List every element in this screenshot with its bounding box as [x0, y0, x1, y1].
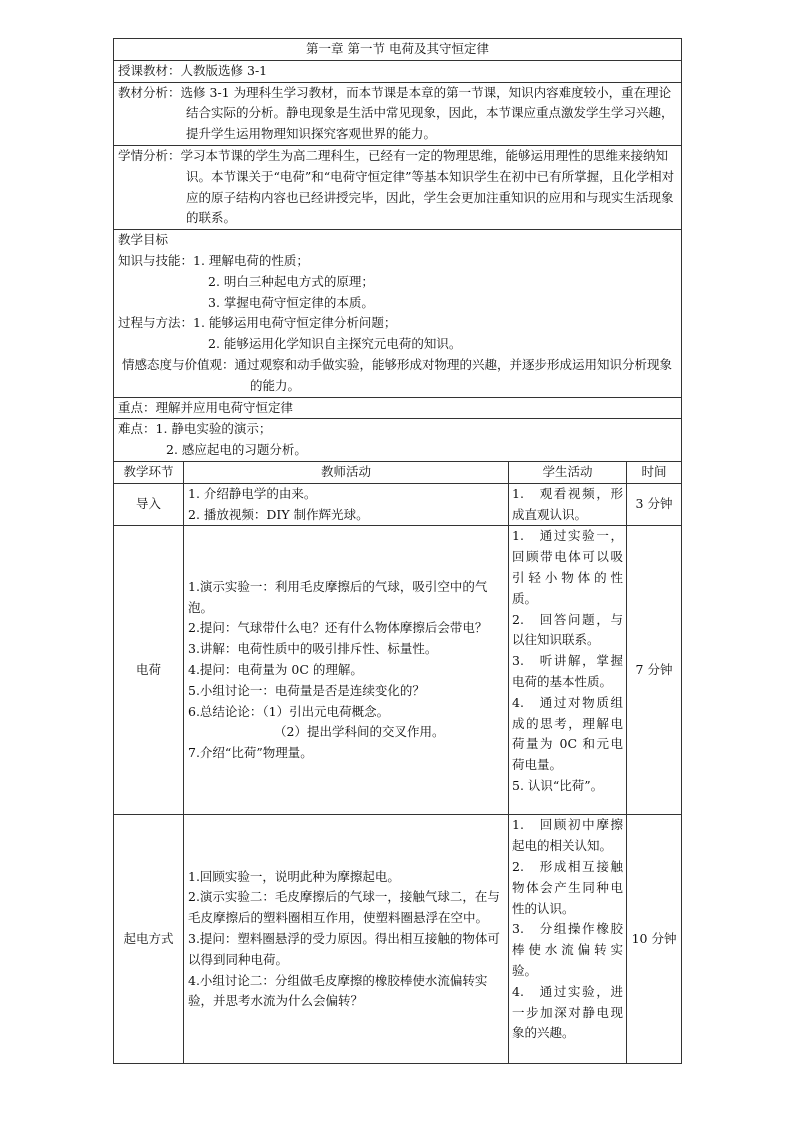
- knowledge-label: 知识与技能：: [118, 252, 194, 268]
- time-cell: 7 分钟: [627, 526, 682, 815]
- emotion-text: 通过观察和动手做实验，能够形成对物理的兴趣，并逐步形成运用知识分析现象的能力。: [234, 356, 673, 393]
- student-item: 4. 通过实验，进一步加深对静电现象的兴趣。: [512, 983, 623, 1041]
- knowledge-line-1: [118, 251, 677, 272]
- student-item: 3. 分组操作橡胶棒使水流偏转实验。: [512, 921, 623, 978]
- material-analysis-text: 选修 3-1 为理科生学习教材，而本节课是本章的第一节课，知识内容难度较小，重在理论结合实际的分析。静电现象是生活中常见现象，因此，本节课应重点激发学生学习兴趣，提升学生运用物理知识探究客观世界的能力。: [180, 84, 674, 142]
- student-item: 1. 通过实验一，回顾带电体可以吸引轻小物体的性质。: [512, 528, 623, 606]
- student-item: 4. 通过对物质组成的思考，理解电荷量为 0C 和元电荷电量。: [512, 694, 623, 773]
- knowledge-item: 2. 明白三种起电方式的原理；: [208, 273, 374, 289]
- header-student: 学生活动: [509, 461, 627, 483]
- stage-cell: 导入: [114, 483, 184, 526]
- objectives-block: [114, 230, 682, 397]
- emotion-label: 情感态度与价值观：: [122, 356, 235, 372]
- key-point: 重点：理解并应用电荷守恒定律: [114, 397, 682, 419]
- student-item: 1. 观看视频，形成直观认识。: [512, 485, 623, 522]
- header-teacher: 教师活动: [184, 461, 509, 483]
- stage-cell: 电荷: [114, 526, 184, 815]
- textbook-label: 授课教材：: [118, 62, 181, 78]
- teacher-cell: [184, 526, 509, 815]
- objectives-heading: 教学目标: [118, 232, 169, 248]
- table-row: [114, 526, 682, 815]
- student-item: 1. 回顾初中摩擦起电的相关认知。: [512, 817, 623, 854]
- student-cell: [509, 483, 627, 526]
- student-cell: [509, 526, 627, 815]
- teacher-item: 3.讲解：电荷性质中的吸引排斥性、标量性。: [188, 641, 438, 657]
- difficulty-item: 1. 静电实验的演示；: [155, 421, 272, 437]
- teacher-item: 7.介绍“比荷”物理量。: [188, 745, 313, 761]
- material-analysis-row: [114, 82, 682, 145]
- student-item: 2. 回答问题，与以往知识联系。: [512, 611, 623, 648]
- stage-cell: 起电方式: [114, 815, 184, 1064]
- teacher-item: 1. 介绍静电学的由来。: [188, 485, 317, 501]
- knowledge-item: 3. 掌握电荷守恒定律的本质。: [208, 294, 374, 310]
- student-item: 3. 听讲解，掌握电荷的基本性质。: [512, 653, 623, 689]
- emotion-line: [118, 355, 677, 397]
- teacher-item: 6.总结论论：（1）引出元电荷概念。: [188, 703, 390, 719]
- textbook-value: 人教版选修 3-1: [180, 62, 268, 78]
- process-item: 1. 能够运用电荷守恒定律分析问题；: [193, 315, 397, 331]
- student-analysis-text: 学习本节课的学生为高二理科生，已经有一定的物理思维，能够运用理性的思维来接纳知识。本节课关于“电荷”和“电荷守恒定律”等基本知识学生在初中已有所掌握，且化学相对应的原子结构内容也已经讲授完毕，因此，学生会更加注重知识的应用和与现实生活现象的联系。: [180, 147, 675, 226]
- teacher-item: 2.提问：气球带什么电？还有什么物体摩擦后会带电？: [188, 620, 488, 636]
- time-cell: 10 分钟: [627, 815, 682, 1064]
- lesson-plan: [113, 38, 681, 1064]
- header-time: 时间: [627, 461, 682, 483]
- difficulty-label: 难点：: [118, 421, 156, 437]
- process-item: 2. 能够运用化学知识自主探究元电荷的知识。: [208, 336, 462, 352]
- teacher-item: 5.小组讨论一：电荷量是否是连续变化的？: [188, 682, 425, 698]
- teacher-item: 1.演示实验一：利用毛皮摩擦后的气球，吸引空中的气泡。: [188, 578, 488, 615]
- header-stage: 教学环节: [114, 461, 184, 483]
- teacher-cell: [184, 815, 509, 1064]
- knowledge-item: 1. 理解电荷的性质；: [193, 252, 309, 268]
- table-row: [114, 815, 682, 1064]
- teacher-item: 2. 播放视频：DIY 制作辉光球。: [188, 506, 369, 522]
- difficulty-item: 2. 感应起电的习题分析。: [166, 442, 307, 458]
- lesson-plan-table: [113, 38, 682, 1064]
- difficulty-block: [114, 419, 682, 462]
- process-line-1: [118, 313, 677, 334]
- teacher-item: 3.提问：塑料圈悬浮的受力原因。得出相互接触的物体可以得到同种电荷。: [188, 930, 500, 967]
- student-item: 2. 形成相互接触物体会产生同种电性的认识。: [512, 858, 623, 916]
- process-label: 过程与方法：: [118, 315, 194, 331]
- teacher-item: 2.演示实验二：毛皮摩擦后的气球一，接触气球二，在与毛皮摩擦后的塑料圈相互作用，使塑料圈悬浮在空中。: [188, 889, 500, 926]
- textbook-row: [114, 60, 682, 82]
- teacher-item: 1.回顾实验一，说明此种为摩擦起电。: [188, 868, 400, 884]
- student-analysis-row: [114, 145, 682, 229]
- time-cell: 3 分钟: [627, 483, 682, 526]
- teacher-cell: [184, 483, 509, 526]
- student-cell: [509, 815, 627, 1064]
- difficulty-line-1: [118, 419, 677, 440]
- material-analysis-label: 教材分析：: [118, 84, 181, 100]
- student-analysis-label: 学情分析：: [118, 147, 181, 163]
- table-row: [114, 483, 682, 526]
- student-item: 5. 认识“比荷”。: [512, 777, 604, 793]
- teacher-item: 4.小组讨论二：分组做毛皮摩擦的橡胶棒使水流偏转实验，并思考水流为什么会偏转？: [188, 972, 488, 1009]
- page-title: 第一章 第一节 电荷及其守恒定律: [114, 39, 682, 61]
- teacher-item: 4.提问：电荷量为 0C 的理解。: [188, 661, 363, 677]
- teacher-item: （2）提出学科间的交叉作用。: [274, 724, 445, 740]
